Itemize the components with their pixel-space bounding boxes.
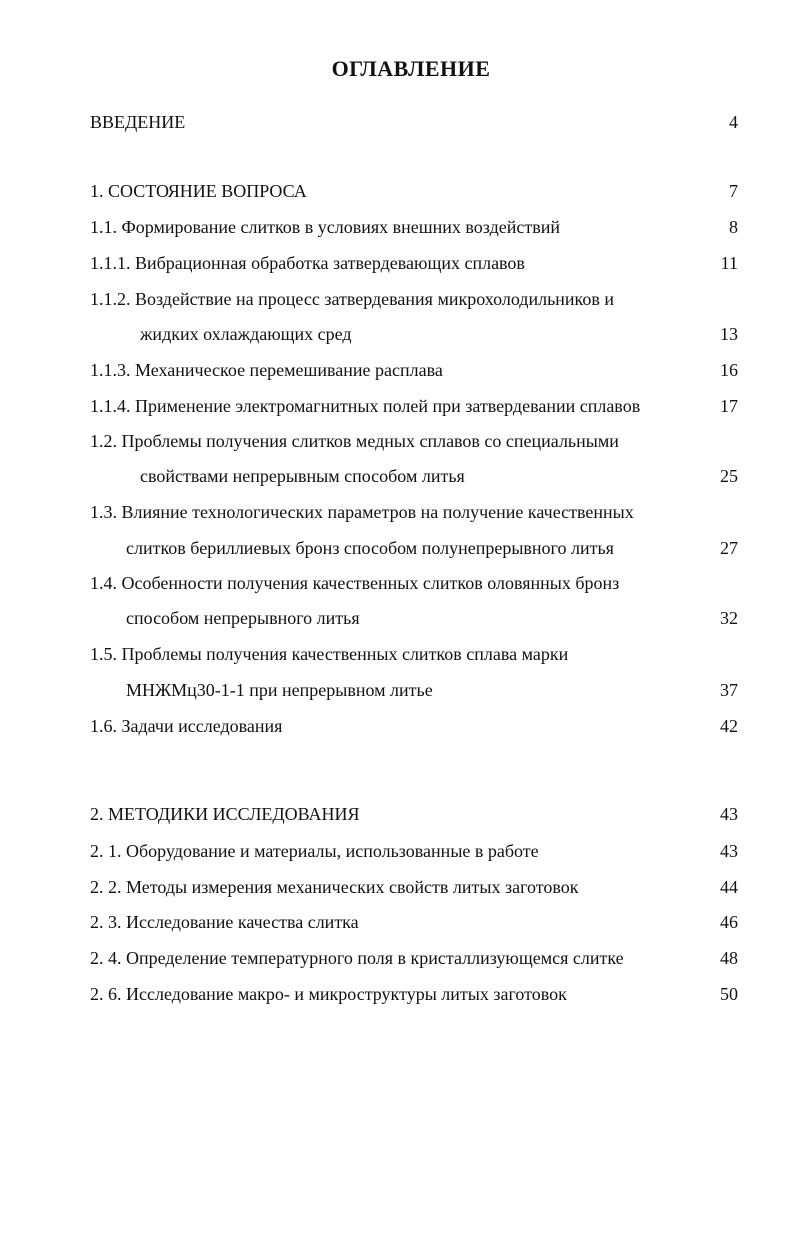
toc-entry-page: 48	[720, 948, 738, 968]
toc-entry-text: слитков бериллиевых бронз способом полунепрерывного литья	[126, 538, 614, 558]
toc-entry-text: 2. 2. Методы измерения механических свойств литых заготовок	[90, 877, 579, 897]
toc-entry	[90, 713, 738, 739]
toc-entry-page: 43	[720, 841, 738, 861]
toc-entry-text: 1.2. Проблемы получения слитков медных сплавов со специальными	[90, 431, 619, 451]
toc-entry-text: 1.6. Задачи исследования	[90, 716, 283, 736]
toc-entry-page: 11	[720, 253, 738, 273]
toc-entry-page: 32	[720, 608, 738, 628]
toc-entry-text: свойствами непрерывным способом литья	[140, 466, 465, 486]
toc-entry	[90, 641, 738, 667]
toc-entry	[90, 909, 738, 935]
toc-entry-page: 43	[720, 804, 738, 824]
toc-entry	[90, 214, 738, 240]
toc-entry-text: 2. 1. Оборудование и материалы, использованные в работе	[90, 841, 539, 861]
toc-entry-page: 7	[729, 181, 738, 201]
toc-entry-text: 2. МЕТОДИКИ ИССЛЕДОВАНИЯ	[90, 804, 360, 824]
toc-entry-page: 27	[720, 538, 738, 558]
toc-entry-text: 1.4. Особенности получения качественных слитков оловянных бронз	[90, 573, 620, 593]
toc-entry-continuation	[126, 535, 738, 561]
toc-entry-page: 4	[729, 112, 738, 132]
toc-entry-text: 1.1.4. Применение электромагнитных полей при затвердевании сплавов	[90, 396, 641, 416]
toc-entry	[90, 109, 738, 135]
toc-entry-page: 8	[729, 217, 738, 237]
toc-entry	[90, 981, 738, 1007]
toc-entry-text: 1.5. Проблемы получения качественных слитков сплава марки	[90, 644, 569, 664]
toc-entry	[90, 874, 738, 900]
toc-entry-page: 25	[720, 466, 738, 486]
toc-entry	[90, 357, 738, 383]
toc-entry	[90, 570, 738, 596]
toc-entry-text: 2. 6. Исследование макро- и микроструктуры литых заготовок	[90, 984, 567, 1004]
toc-entry	[90, 250, 738, 276]
toc-entry-page: 16	[720, 360, 738, 380]
toc-entry	[90, 499, 738, 525]
toc-entry-text: 2. 4. Определение температурного поля в кристаллизующемся слитке	[90, 948, 624, 968]
toc-entry-text: способом непрерывного литья	[126, 608, 360, 628]
toc-entry-text: жидких охлаждающих сред	[140, 324, 352, 344]
toc-entry-page: 46	[720, 912, 738, 932]
toc-entry	[90, 801, 738, 827]
toc-entry-text: 1.1.1. Вибрационная обработка затвердевающих сплавов	[90, 253, 525, 273]
toc-entry-text: 2. 3. Исследование качества слитка	[90, 912, 359, 932]
toc-entry	[90, 178, 738, 204]
toc-entry-page: 13	[720, 324, 738, 344]
toc-entry-continuation	[140, 463, 738, 489]
toc-entry-text: 1.1. Формирование слитков в условиях внешних воздействий	[90, 217, 560, 237]
toc-entry-text: 1. СОСТОЯНИЕ ВОПРОСА	[90, 181, 307, 201]
toc-entry-page: 17	[720, 396, 738, 416]
toc-entry-continuation	[126, 677, 738, 703]
toc-entry	[90, 393, 738, 419]
page-title: ОГЛАВЛЕНИЕ	[331, 56, 491, 81]
toc-entry-page: 37	[720, 680, 738, 700]
toc-entry	[90, 286, 738, 312]
toc-entry	[90, 428, 738, 454]
toc-entry-text: 1.3. Влияние технологических параметров на получение качественных	[90, 502, 634, 522]
toc-entry-text: 1.1.2. Воздействие на процесс затвердевания микрохолодильников и	[90, 289, 615, 309]
toc-entry-text: ВВЕДЕНИЕ	[90, 112, 186, 132]
toc-entry-text: 1.1.3. Механическое перемешивание расплава	[90, 360, 443, 380]
toc-entry	[90, 838, 738, 864]
toc-entry	[90, 945, 738, 971]
toc-entry-page: 50	[720, 984, 738, 1004]
toc-entry-page: 42	[720, 716, 738, 736]
toc-entry-continuation	[140, 321, 738, 347]
toc-entry-text: МНЖМц30-1-1 при непрерывном литье	[126, 680, 433, 700]
toc-entry-page: 44	[720, 877, 738, 897]
toc-entry-continuation	[126, 605, 738, 631]
